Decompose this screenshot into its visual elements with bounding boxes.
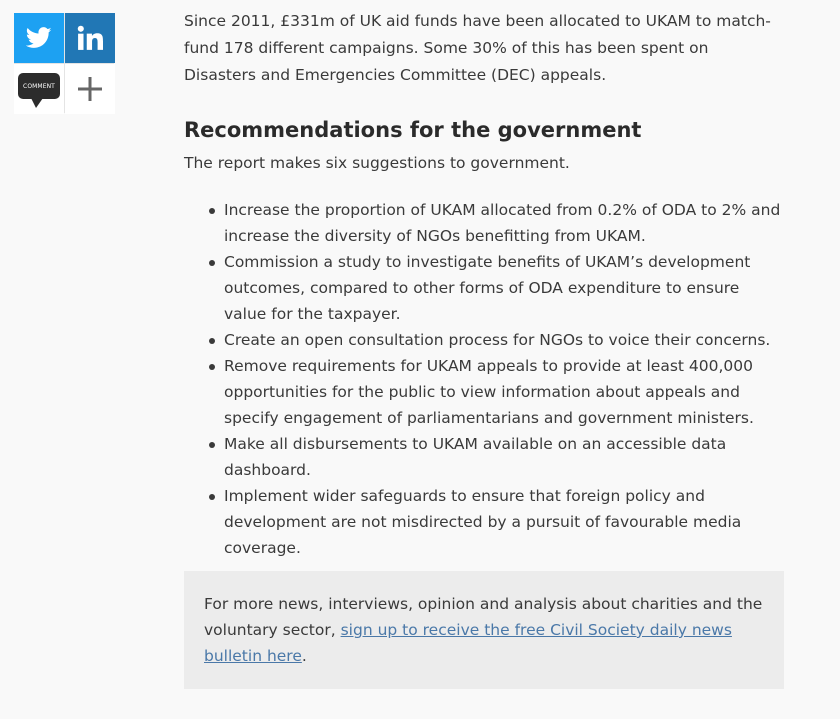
list-item: Remove requirements for UKAM appeals to provide at least 400,000 opportunities for the public to view information about appeals and specify engagement of parliamentarians and government ministers. [224, 353, 784, 431]
linkedin-icon [77, 25, 103, 51]
plus-icon [76, 75, 104, 103]
comment-button[interactable] [14, 64, 64, 114]
twitter-icon [26, 27, 52, 49]
list-item: Commission a study to investigate benefits of UKAM’s development outcomes, compared to other forms of ODA expenditure to ensure value for the taxpayer. [224, 249, 784, 327]
share-bar [14, 13, 114, 113]
list-item: Increase the proportion of UKAM allocated from 0.2% of ODA to 2% and increase the diversity of NGOs benefitting from UKAM. [224, 197, 784, 249]
newsletter-callout [184, 571, 784, 689]
comment-label: COMMENT [23, 82, 55, 90]
list-item: Implement wider safeguards to ensure that foreign policy and development are not misdirected by a pursuit of favourable media coverage. [224, 483, 784, 561]
intro-paragraph: Since 2011, £331m of UK aid funds have been allocated to UKAM to match-fund 178 different campaigns. Some 30% of this has been spent on Disasters and Emergencies Committee (DEC) appeals. [184, 12, 771, 84]
newsletter-text-before: For more news, interviews, opinion and analysis about charities and the voluntary sector, [204, 595, 763, 639]
article-body [184, 8, 784, 689]
newsletter-text [204, 591, 764, 669]
more-share-button[interactable] [65, 64, 115, 114]
list-item: Make all disbursements to UKAM available on an accessible data dashboard. [224, 431, 784, 483]
section-heading: Recommendations for the government [184, 118, 642, 142]
recommendations-list [184, 197, 784, 561]
twitter-share-button[interactable] [14, 13, 64, 63]
comment-bubble-icon [18, 73, 60, 99]
linkedin-share-button[interactable] [65, 13, 115, 63]
newsletter-signup-link[interactable]: sign up to receive the free Civil Society daily news bulletin here [204, 621, 732, 665]
list-item: Create an open consultation process for NGOs to voice their concerns. [224, 327, 784, 353]
newsletter-text-after: . [301, 647, 307, 665]
lead-paragraph: The report makes six suggestions to government. [184, 154, 570, 172]
